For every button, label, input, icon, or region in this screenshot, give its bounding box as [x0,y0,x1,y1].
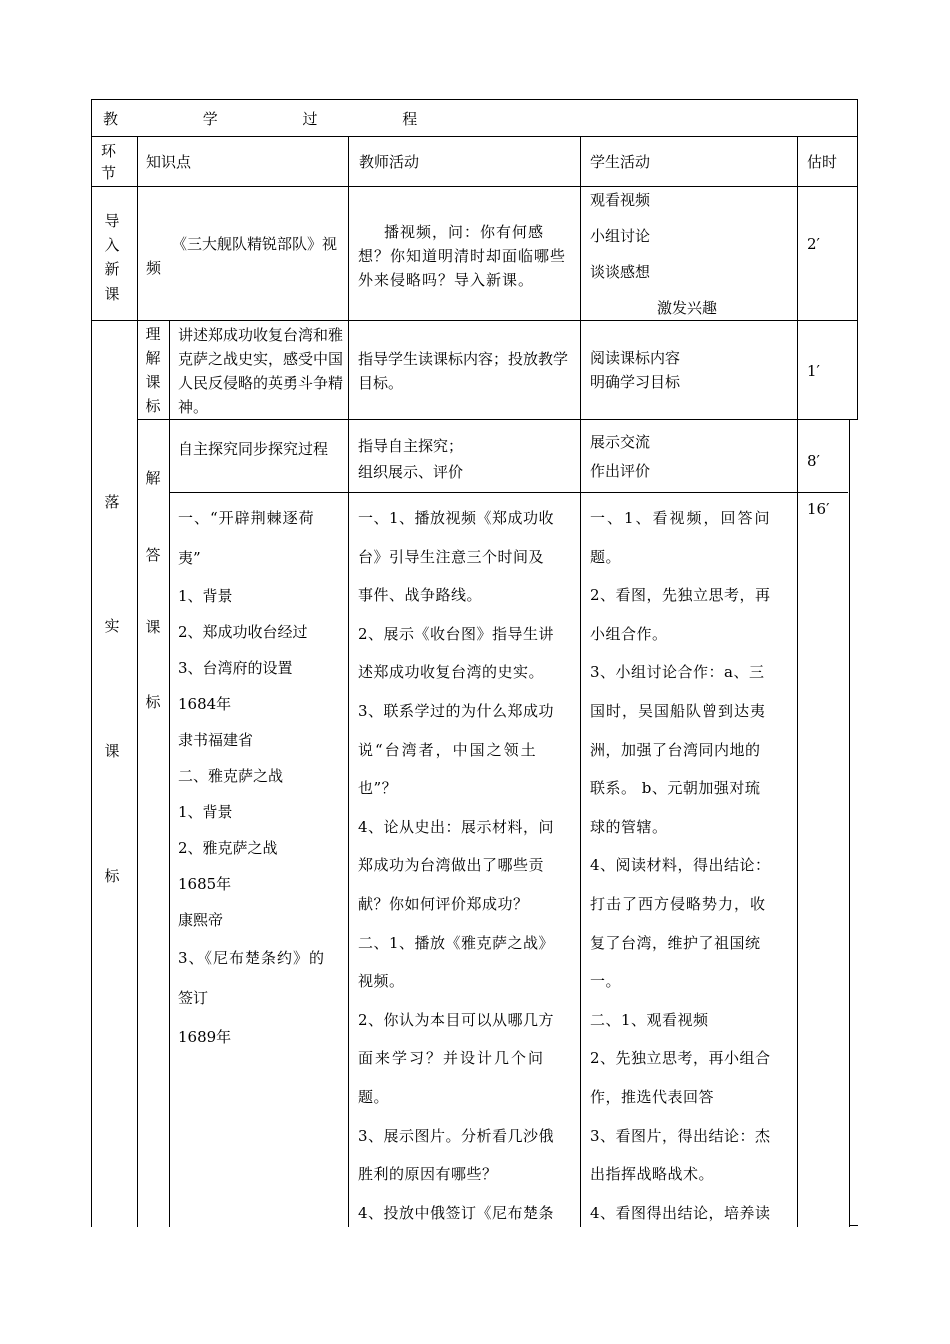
knowledge-line: 3、台湾府的设置 [178,658,293,677]
intro-section-label: 导 [104,212,120,230]
knowledge-line: 夷” [178,548,201,567]
answer-sub-label: 答 [145,546,161,564]
teacher-line: 面来学习？并设计几个问 [358,1049,546,1068]
student-line: 一。 [590,972,622,991]
teacher-line: 郑成功为台湾做出了哪些贡 [358,856,545,875]
understand-sub-label: 标 [145,397,161,415]
explore-teacher-item: 指导自主探究； [358,437,464,455]
intro-section-label: 课 [104,285,120,303]
intro-student-item: 激发兴趣 [657,299,718,317]
understand-time: 1′ [807,362,820,380]
knowledge-line: 2、雅克萨之战 [178,838,278,857]
understand-teacher: 指导学生读课标内容；投放教学目标。 [358,350,569,392]
student-line: 洲，加强了台湾同内地的 [590,740,761,759]
student-line: 球的管辖。 [590,817,668,836]
knowledge-line: 2、郑成功收台经过 [178,622,308,641]
intro-student-item: 小组讨论 [590,227,651,245]
header-huanjie: 环节 [101,142,117,182]
table-rule [348,136,349,1227]
knowledge-line: 一、“开辟荆棘逐荷 [178,509,315,527]
student-line: 二、1、观看视频 [590,1010,709,1029]
answer-sub-label: 课 [145,618,161,636]
knowledge-line: 1685年 [178,874,232,893]
explore-student-item: 作出评价 [590,462,651,480]
understand-knowledge: 讲述郑成功收复台湾和雅克萨之战史实，感受中国人民反侵略的英勇斗争精神。 [178,326,344,416]
student-line: 作，推选代表回答 [590,1087,715,1106]
table-rule [169,320,170,1227]
teacher-line: 3、展示图片。分析看几沙俄 [358,1126,555,1145]
luoshi-section-label: 标 [104,867,120,885]
explore-teacher-item: 组织展示、评价 [358,463,464,481]
student-line: 2、先独立思考，再小组合 [590,1049,771,1068]
knowledge-line: 3、《尼布楚条约》的 [178,948,326,967]
student-line: 3、小组讨论合作：a、三 [590,663,765,682]
knowledge-line: 二、雅克萨之战 [178,766,284,785]
student-line: 题。 [590,547,622,566]
teacher-line: 4、投放中俄签订《尼布楚条 [358,1203,555,1222]
student-line: 小组合作。 [590,624,668,643]
intro-time: 2′ [807,235,820,253]
main-time: 16′ [807,500,830,518]
explore-student-item: 展示交流 [590,433,651,451]
table-rule [169,492,848,493]
table-border-right [849,419,850,1227]
student-line: 4、看图得出结论，培养读 [590,1203,771,1222]
student-line: 复了台湾，维护了祖国统 [590,933,761,952]
understand-student-item: 阅读课标内容 [590,349,681,367]
student-line: 4、阅读材料，得出结论： [590,856,771,875]
explore-time: 8′ [807,452,820,470]
intro-teacher: 播视频，问：你有何感想？你知道明清时却面临哪些外来侵略吗？导入新课。 [358,223,567,289]
table-border-top [91,99,858,100]
answer-sub-label: 标 [145,693,161,711]
knowledge-line: 康熙帝 [178,910,224,929]
student-line: 一、1、看视频，回答问 [590,509,772,527]
knowledge-line: 隶书福建省 [178,730,254,749]
main-teacher [358,499,578,1232]
teacher-line: 视频。 [358,972,405,991]
student-line: 国时，吴国船队曾到达夷 [590,701,767,720]
table-border-left [91,99,92,1227]
teacher-line: 题。 [358,1087,390,1106]
understand-sub-label: 课 [145,373,161,391]
teacher-line: 述郑成功收复台湾的史实。 [358,663,545,682]
explore-knowledge: 自主探究同步探究过程 [178,440,329,458]
understand-sub-label: 解 [145,349,161,367]
intro-section-label: 新 [104,260,120,278]
teacher-line: 二、1、播放《雅克萨之战》 [358,933,555,952]
answer-sub-label: 解 [145,469,161,487]
student-line: 联系。 b、元朝加强对琉 [590,779,761,798]
knowledge-line: 1689年 [178,1027,232,1046]
intro-knowledge: 《三大舰队精锐部队》视频 [146,235,338,277]
table-rule [137,136,138,320]
table-rule [91,320,858,321]
knowledge-line: 1684年 [178,694,232,713]
table-border-bottom [850,1225,858,1226]
understand-student-item: 明确学习目标 [590,373,681,391]
teacher-line: 2、你认为本目可以从哪几方 [358,1010,555,1029]
teacher-line: 台》引导生注意三个时间及 [358,547,545,566]
table-rule [91,186,858,187]
header-teacher: 教师活动 [359,153,420,171]
luoshi-section-label: 课 [104,742,120,760]
understand-sub-label: 理 [145,325,161,343]
luoshi-section-label: 实 [104,617,120,635]
table-border-right [857,99,858,420]
table-rule [137,320,138,1227]
intro-student-item: 观看视频 [590,191,651,209]
teacher-line: 也”？ [358,779,398,798]
teacher-line: 3、联系学过的为什么郑成功 [358,701,555,720]
table-title: 教 学 过 程 [103,110,458,128]
knowledge-line: 1、背景 [178,586,233,605]
student-line: 3、看图片，得出结论：杰 [590,1126,771,1145]
student-line: 打击了西方侵略势力，收 [590,894,767,913]
student-line: 2、看图，先独立思考，再 [590,586,771,605]
main-student [590,499,795,1232]
header-knowledge: 知识点 [146,153,192,171]
teacher-line: 献？你如何评价郑成功？ [358,894,529,913]
header-time: 估时 [807,153,838,171]
teacher-line: 4、论从史出：展示材料，问 [358,817,555,836]
teacher-line: 胜利的原因有哪些？ [358,1165,498,1184]
teacher-line: 一、1、播放视频《郑成功收 [358,509,555,527]
table-rule [137,419,858,420]
teacher-line: 说“台湾者，中国之领土 [358,740,538,759]
intro-section-label: 入 [104,236,120,254]
header-student: 学生活动 [590,153,651,171]
teacher-line: 2、展示《收台图》指导生讲 [358,624,555,643]
teacher-line: 事件、战争路线。 [358,586,483,605]
student-line: 出指挥战略战术。 [590,1165,715,1184]
table-rule [91,136,858,137]
table-rule [580,136,581,1227]
main-knowledge [178,499,346,1056]
knowledge-line: 1、背景 [178,802,233,821]
luoshi-section-label: 落 [104,493,120,511]
knowledge-line: 签订 [178,988,209,1007]
table-rule [797,136,798,1227]
intro-student-item: 谈谈感想 [590,263,651,281]
